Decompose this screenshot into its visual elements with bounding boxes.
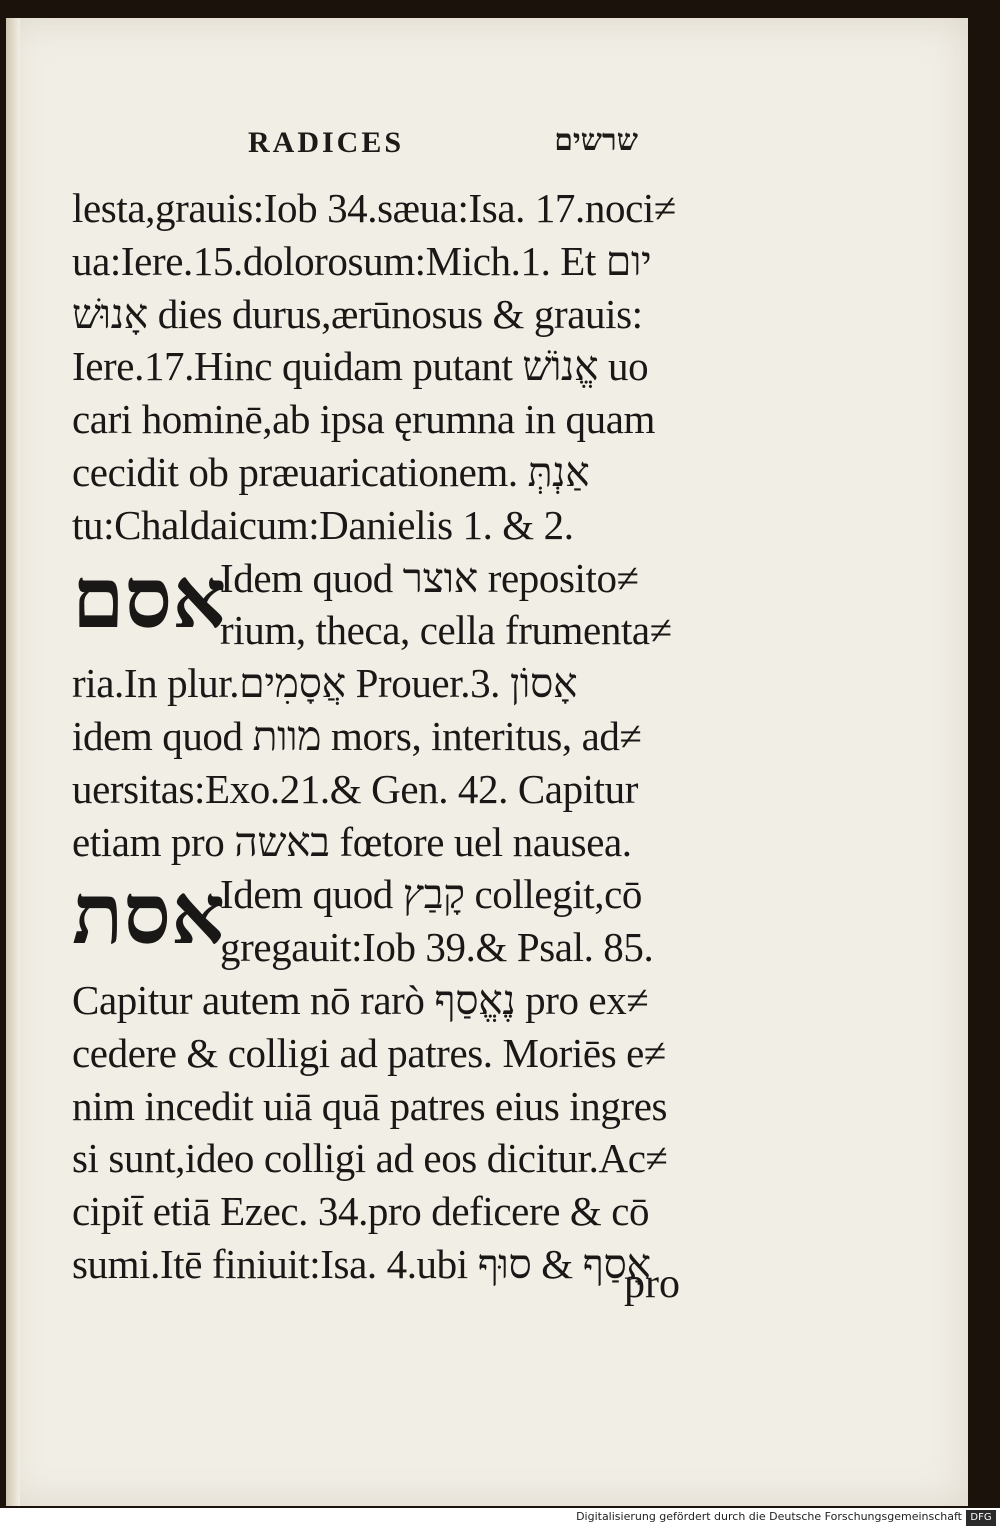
footer-credit: Digitalisierung gefördert durch die Deutsche Forschungsgemeinschaft [576, 1510, 962, 1523]
text-line: sumi.Itē finiuit:Isa. 4.ubi אָסַף & סוּף [72, 1240, 651, 1287]
text-line: tu:Chaldaicum:Danielis 1. & 2. [72, 501, 574, 548]
text-line: cedere & colligi ad patres. Moriēs e≠ [72, 1029, 666, 1076]
digitization-footer [0, 1508, 1000, 1529]
text-line: ua:Iere.15.dolorosum:Mich.1. Et יום [72, 237, 652, 284]
page-gutter-shadow [6, 18, 20, 1506]
text-line: nim incedit uiā quā patres eius ingres [72, 1082, 668, 1129]
entry-block [72, 547, 732, 658]
hebrew-headword: אסם [72, 547, 227, 647]
dfg-logo: DFG [966, 1510, 996, 1526]
header-hebrew-title: שרשים [554, 124, 638, 157]
text-line: etiam pro באשה fœtore uel nausea. [72, 818, 632, 865]
catchword: pro [624, 1261, 680, 1307]
body-text [72, 182, 732, 1291]
text-line: uersitas:Exo.21.& Gen. 42. Capitur [72, 765, 639, 812]
text-line: Idem quod קָבַץ collegit,cō [220, 871, 642, 918]
text-line: si sunt,ideo colligi ad eos dicitur.Ac≠ [72, 1135, 668, 1182]
text-line: lesta,grauis:Iob 34.sæua:Isa. 17.noci≠ [72, 185, 676, 231]
text-line: ria.In plur.אֲסָמִים Prouer.3. אָסוֹן [72, 660, 578, 707]
text-line: cari hominē,ab ipsa ęrumna in quam [72, 396, 655, 443]
hebrew-headword: אסת [72, 864, 225, 964]
text-line: Iere.17.Hinc quidam putant אֱנוֹשׁ uo [72, 343, 649, 390]
text-line: cipit̄ etiā Ezec. 34.pro deficere & cō [72, 1188, 650, 1235]
text-line: Capitur autem nō rarò נֶאֱסַף pro ex≠ [72, 976, 649, 1023]
entry-block [72, 864, 732, 974]
running-header [248, 118, 638, 166]
text-line: gregauit:Iob 39.& Psal. 85. [220, 924, 654, 971]
text-line: idem quod מוות mors, interitus, ad≠ [72, 712, 642, 759]
text-line: cecidit ob præuaricationem. אַנְתְּ [72, 448, 590, 495]
text-line: Idem quod אוצר reposito≠ [220, 554, 639, 601]
text-line: אָנוּשׁ dies durus,ærūnosus & grauis: [72, 290, 643, 337]
text-line: rium, theca, cella frumenta≠ [220, 607, 672, 654]
header-latin-title: RADICES [248, 126, 405, 159]
